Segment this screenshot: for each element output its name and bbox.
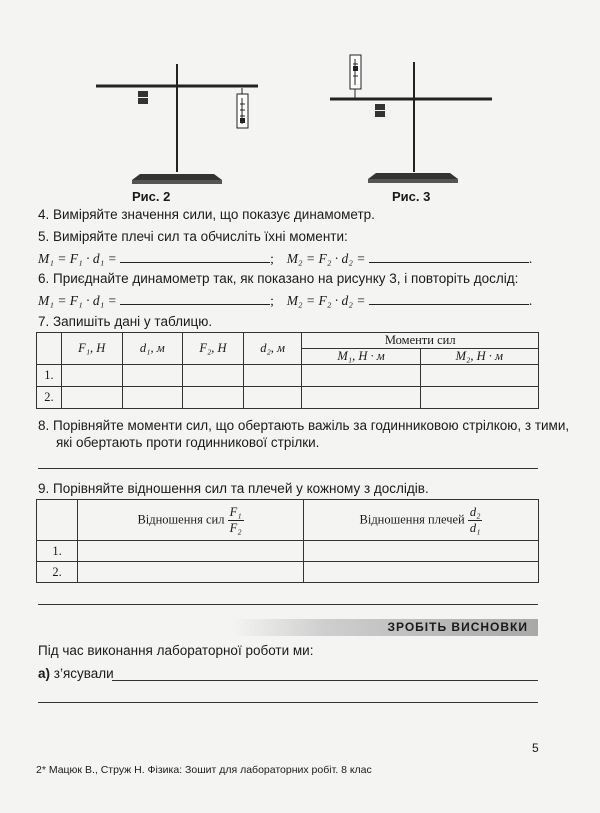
cell-d2[interactable]: [243, 365, 302, 387]
conclusions-banner-text: ЗРОБІТЬ ВИСНОВКИ: [387, 620, 528, 634]
row-number: 1.: [37, 541, 78, 562]
conclusions-intro: Під час виконання лабораторної роботи ми:: [38, 643, 314, 658]
moment-m2-formula-2: M₂ = F₂ · d₂ =: [286, 293, 366, 308]
m2-answer-field-2[interactable]: [369, 293, 529, 305]
task-6-text: 6. Приєднайте динамометр так, як показано на рисунку 3, і повторіть дослід:: [38, 271, 519, 286]
table-corner-cell: [37, 500, 78, 541]
conclusion-a: [38, 666, 114, 681]
table-row: [37, 387, 539, 409]
header-f2: F₂, Н: [183, 333, 244, 365]
cell-arm-ratio[interactable]: [304, 562, 539, 583]
figure-2-lever-diagram: [92, 58, 272, 188]
conclusion-answer-line-2[interactable]: [38, 702, 538, 703]
fraction-denominator: F₂: [229, 520, 242, 535]
row-number: 2.: [37, 562, 78, 583]
conclusion-a-answer-line[interactable]: [112, 680, 538, 681]
separator: ;: [270, 251, 274, 266]
conclusion-a-text: з’ясували: [53, 666, 114, 681]
fraction-numerator: F₁: [229, 504, 242, 519]
cell-force-ratio[interactable]: [78, 562, 304, 583]
force-ratio-fraction: [228, 505, 244, 536]
header-d1: d₁, м: [122, 333, 183, 365]
cell-d1[interactable]: [122, 387, 183, 409]
table-row: [37, 562, 539, 583]
fraction-numerator: d₂: [469, 504, 481, 519]
fraction-denominator: d₁: [469, 520, 481, 535]
moment-m1-formula: M₁ = F₁ · d₁ =: [38, 251, 117, 266]
header-force-ratio: [78, 500, 304, 541]
cell-m2[interactable]: [420, 365, 538, 387]
task-5-text: 5. Виміряйте плечі сил та обчисліть їхні моменти:: [38, 229, 348, 244]
separator-2: ;: [270, 293, 274, 308]
figure-3-caption: Рис. 3: [392, 189, 431, 204]
table-row: [37, 365, 539, 387]
header-d2: d₂, м: [243, 333, 302, 365]
footer-citation: 2* Мацюк В., Струж Н. Фізика: Зошит для лабораторних робіт. 8 клас: [36, 764, 372, 776]
arm-ratio-label: Відношення плечей: [359, 511, 465, 526]
m1-answer-field-2[interactable]: [120, 293, 270, 305]
cell-m1[interactable]: [302, 365, 420, 387]
row-number: 1.: [37, 365, 62, 387]
task-8-text-line-2: які обертають проти годинникової стрілки.: [56, 435, 320, 450]
cell-f1[interactable]: [61, 387, 122, 409]
header-m2: M₂, Н · м: [420, 349, 538, 365]
data-table: [36, 332, 539, 409]
cell-m2[interactable]: [420, 387, 538, 409]
figure-2-caption: Рис. 2: [132, 189, 171, 204]
cell-f2[interactable]: [183, 387, 244, 409]
task-9-text: 9. Порівняйте відношення сил та плечей у кожному з дослідів.: [38, 481, 429, 496]
conclusions-banner: [232, 619, 538, 636]
table-row: [37, 541, 539, 562]
formula-line-2: M₁ = F₁ · d₁ = ; M₂ = F₂ · d₂ = .: [38, 293, 533, 308]
moment-m1-formula-2: M₁ = F₁ · d₁ =: [38, 293, 117, 308]
figure-3-lever-diagram: [330, 52, 500, 188]
header-f1: F₁, Н: [61, 333, 122, 365]
page-number: 5: [532, 741, 539, 755]
ratio-table: [36, 499, 539, 583]
force-ratio-label: Відношення сил: [137, 511, 225, 526]
cell-d1[interactable]: [122, 365, 183, 387]
task-4-text: 4. Виміряйте значення сили, що показує динамометр.: [38, 207, 375, 222]
formula-line-1: M₁ = F₁ · d₁ = ; M₂ = F₂ · d₂ = .: [38, 251, 533, 266]
table-corner-cell: [37, 333, 62, 365]
header-moments: Моменти сил: [302, 333, 539, 349]
cell-f1[interactable]: [61, 365, 122, 387]
moment-m2-formula: M₂ = F₂ · d₂ =: [286, 251, 366, 266]
task-8-answer-line[interactable]: [38, 468, 538, 469]
conclusion-a-label: а): [38, 666, 51, 681]
task-9-answer-line[interactable]: [38, 604, 538, 605]
cell-f2[interactable]: [183, 365, 244, 387]
m1-answer-field[interactable]: [120, 251, 270, 263]
cell-arm-ratio[interactable]: [304, 541, 539, 562]
cell-m1[interactable]: [302, 387, 420, 409]
m2-answer-field[interactable]: [369, 251, 529, 263]
arm-ratio-fraction: [468, 505, 483, 536]
cell-force-ratio[interactable]: [78, 541, 304, 562]
row-number: 2.: [37, 387, 62, 409]
task-8-text-line-1: 8. Порівняйте моменти сил, що обертають важіль за годинниковою стрілкою, з тими,: [38, 418, 570, 433]
cell-d2[interactable]: [243, 387, 302, 409]
header-arm-ratio: [304, 500, 539, 541]
header-m1: M₁, Н · м: [302, 349, 420, 365]
task-7-text: 7. Запишіть дані у таблицю.: [38, 314, 213, 329]
